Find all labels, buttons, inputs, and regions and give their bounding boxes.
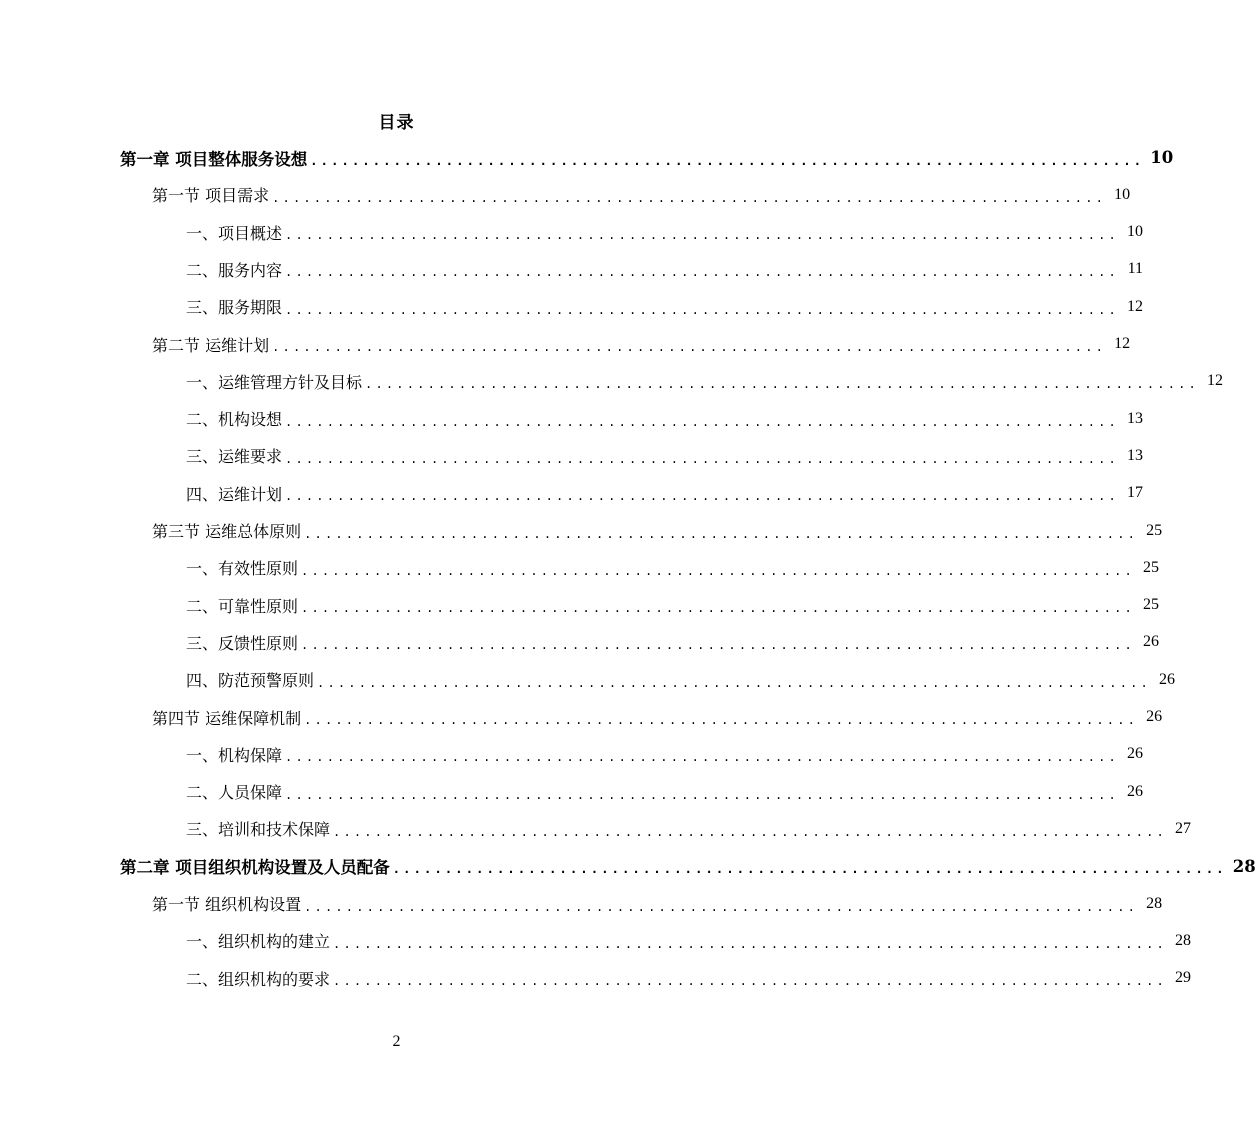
toc-entry-page: 25 — [1146, 521, 1163, 539]
toc-entry[interactable] — [120, 139, 1174, 176]
toc-dot-leader: ................................................................................ — [301, 563, 1135, 578]
toc-entry-text: 一、项目概述 — [186, 223, 283, 243]
toc-entry-page: 27 — [1174, 819, 1191, 837]
toc-dot-leader: ................................................................................ — [304, 713, 1139, 727]
toc-entry[interactable] — [186, 624, 1159, 661]
toc-entry[interactable] — [186, 251, 1143, 288]
toc-entry[interactable] — [186, 810, 1191, 847]
toc-entry-text: 三、运维要求 — [186, 447, 283, 467]
toc-dot-leader: ................................................................................ — [333, 824, 1167, 839]
toc-dot-leader: ................................................................................ — [285, 228, 1119, 243]
toc-dot-leader: ................................................................................ — [285, 489, 1119, 504]
toc-entry-page: 29 — [1174, 969, 1191, 987]
toc-entry-page: 12 — [1114, 335, 1131, 352]
toc-entry-page: 10 — [1114, 185, 1131, 203]
toc-entry[interactable] — [186, 587, 1159, 624]
toc-entry[interactable] — [152, 326, 1131, 363]
toc-dot-leader: ................................................................................ — [333, 974, 1167, 989]
toc-entry-text: 第一节 项目需求 — [152, 186, 270, 206]
toc-entry-text: 第三节 运维总体原则 — [152, 522, 302, 541]
toc-dot-leader: ................................................................................ — [272, 190, 1107, 205]
toc-entry[interactable] — [186, 363, 1223, 400]
toc-dot-leader: ................................................................................ — [317, 675, 1151, 690]
toc-entry-page: 17 — [1126, 484, 1143, 502]
toc-dot-leader: ................................................................................ — [304, 899, 1139, 914]
toc-dot-leader: ................................................................................ — [285, 750, 1119, 765]
toc-entry-page: 25 — [1142, 596, 1159, 614]
toc-entry-text: 第一节 组织机构设置 — [152, 895, 302, 914]
toc-dot-leader: ................................................................................ — [304, 526, 1139, 541]
toc-entry-page: 28 — [1232, 856, 1256, 876]
toc-entry-page: 13 — [1126, 446, 1143, 464]
toc-entry[interactable] — [186, 475, 1143, 512]
toc-entry[interactable] — [186, 773, 1143, 810]
toc-entry[interactable] — [186, 400, 1143, 437]
toc-entry[interactable] — [186, 214, 1143, 251]
toc-entry-text: 一、运维管理方针及目标 — [186, 372, 363, 392]
toc-entry-page: 26 — [1126, 782, 1143, 800]
toc-entry-text: 第二章 项目组织机构设置及人员配备 — [120, 858, 390, 878]
toc-entry[interactable] — [186, 661, 1175, 698]
page-number: 2 — [392, 1033, 401, 1050]
toc-dot-leader: ................................................................................ — [285, 302, 1119, 317]
toc-dot-leader: ................................................................................ — [301, 601, 1135, 616]
toc-entry-text: 二、人员保障 — [186, 783, 283, 803]
toc-entry[interactable] — [186, 288, 1143, 325]
toc-dot-leader: ................................................................................ — [392, 862, 1227, 877]
toc-entry-text: 一、组织机构的建立 — [186, 932, 331, 952]
toc-dot-leader: ................................................................................ — [285, 451, 1119, 466]
toc-entry-text: 第二节 运维计划 — [152, 335, 270, 355]
toc-entry[interactable] — [186, 922, 1191, 959]
toc-entry-page: 10 — [1150, 148, 1174, 167]
toc-entry[interactable] — [152, 699, 1163, 736]
toc-entry-text: 二、可靠性原则 — [186, 596, 299, 616]
toc-entry-text: 第四节 运维保障机制 — [152, 708, 302, 728]
toc-entry-text: 二、组织机构的要求 — [186, 969, 331, 989]
toc-entry-page: 12 — [1206, 372, 1223, 390]
toc-entry-page: 13 — [1126, 409, 1143, 427]
toc-entry-text: 三、服务期限 — [186, 298, 283, 318]
toc-entry-text: 一、机构保障 — [186, 745, 283, 765]
toc-entry-text: 第一章 项目整体服务设想 — [120, 149, 308, 169]
toc-entry[interactable] — [186, 736, 1143, 773]
toc-entry-page: 11 — [1127, 260, 1143, 278]
toc-entry-text: 三、反馈性原则 — [186, 633, 299, 653]
toc-entry-text: 四、运维计划 — [186, 484, 283, 504]
toc-dot-leader: ................................................................................ — [285, 265, 1119, 280]
toc-dot-leader: ................................................................................ — [301, 638, 1135, 653]
toc-entry[interactable] — [152, 885, 1163, 922]
toc-entry-page: 26 — [1142, 633, 1159, 651]
toc-entry-page: 26 — [1146, 708, 1163, 725]
toc-entry-page: 26 — [1126, 745, 1143, 763]
toc-entry-text: 二、服务内容 — [186, 260, 283, 280]
toc-entry-text: 二、机构设想 — [186, 410, 283, 430]
toc-dot-leader: ................................................................................ — [272, 340, 1107, 354]
toc-entry[interactable] — [186, 549, 1159, 586]
toc-entry[interactable] — [152, 176, 1131, 213]
toc-dot-leader: ................................................................................ — [285, 414, 1119, 429]
toc-entry-page: 28 — [1146, 894, 1163, 912]
toc-dot-leader: ................................................................................ — [310, 153, 1145, 168]
toc-title: 目录 — [378, 113, 415, 133]
toc-entry-page: 12 — [1126, 297, 1143, 315]
toc-entry-page: 25 — [1142, 558, 1159, 576]
toc-entry-page: 10 — [1126, 223, 1143, 241]
toc-entry[interactable] — [120, 848, 1256, 885]
toc-entry-text: 四、防范预警原则 — [186, 671, 315, 691]
toc-entry[interactable] — [186, 960, 1191, 997]
toc-dot-leader: ................................................................................ — [333, 936, 1167, 951]
toc-dot-leader: ................................................................................ — [285, 787, 1119, 802]
toc-entry[interactable] — [186, 437, 1143, 474]
toc-entry-text: 三、培训和技术保障 — [186, 820, 331, 840]
toc-entry-page: 26 — [1158, 670, 1175, 688]
toc-entry[interactable] — [152, 512, 1163, 549]
toc-entry-text: 一、有效性原则 — [186, 559, 299, 579]
toc-entry-page: 28 — [1174, 931, 1191, 949]
toc-dot-leader: ................................................................................ — [365, 377, 1199, 392]
